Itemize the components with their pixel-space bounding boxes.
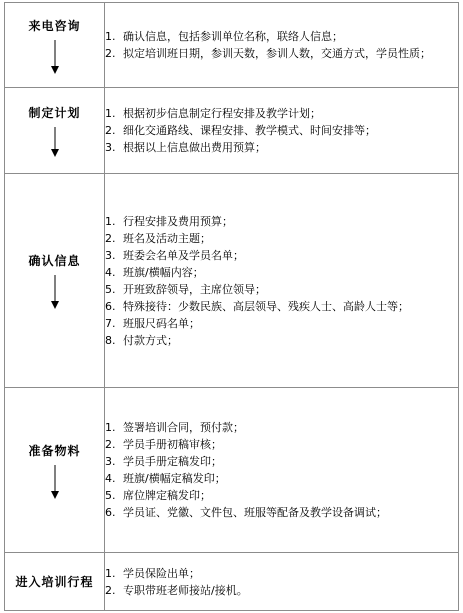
item-text: 签署培训合同，预付款； <box>123 421 244 434</box>
list-item <box>105 248 458 263</box>
item-number: 4. <box>105 265 116 279</box>
item-text: 班名及活动主题； <box>123 231 211 245</box>
stage-row <box>5 3 459 88</box>
item-number: 1. <box>105 107 116 120</box>
list-item <box>105 333 458 348</box>
list-item <box>105 214 458 229</box>
item-text: 确认信息，包括参训单位名称，联络人信息； <box>123 30 343 43</box>
item-text: 专职带班老师接站/接机。 <box>123 583 248 597</box>
stage-cell <box>5 174 105 388</box>
item-text: 学员保险出单； <box>123 566 200 580</box>
stage-details <box>105 388 459 553</box>
stage-details <box>105 88 459 174</box>
item-text: 班服尺码名单； <box>123 316 200 330</box>
list-item <box>105 282 458 297</box>
list-item <box>105 299 458 314</box>
stage-cell <box>5 3 105 88</box>
item-number: 1. <box>105 421 116 434</box>
list-item <box>105 454 458 469</box>
stage-row <box>5 388 459 553</box>
list-item <box>105 488 458 503</box>
item-number: 3. <box>105 141 116 154</box>
item-number: 2. <box>105 47 116 60</box>
list-item <box>105 46 458 61</box>
item-text: 根据以上信息做出费用预算； <box>123 141 266 154</box>
down-arrow-icon <box>50 127 60 157</box>
stage-row <box>5 553 459 611</box>
item-text: 行程安排及费用预算； <box>123 214 233 228</box>
item-text: 席位牌定稿发印； <box>123 489 211 502</box>
stage-cell <box>5 553 105 611</box>
list-item <box>105 265 458 280</box>
item-number: 7. <box>105 316 116 330</box>
item-number: 2. <box>105 583 116 597</box>
stage-title: 进入培训行程 <box>15 575 94 589</box>
list-item <box>105 437 458 452</box>
list-item <box>105 471 458 486</box>
item-text: 付款方式； <box>123 333 178 347</box>
list-item <box>105 583 458 598</box>
list-item <box>105 566 458 581</box>
item-number: 5. <box>105 282 116 296</box>
item-number: 6. <box>105 506 116 519</box>
down-arrow-icon <box>50 465 60 499</box>
list-item <box>105 106 458 121</box>
stage-details <box>105 3 459 88</box>
item-text: 班旗/横幅内容； <box>123 265 204 279</box>
list-item <box>105 231 458 246</box>
item-text: 学员证、党徽、文件包、班服等配备及教学设备调试； <box>123 506 387 519</box>
down-arrow-icon <box>50 275 60 309</box>
item-number: 1. <box>105 214 116 228</box>
down-arrow-icon <box>50 40 60 74</box>
item-text: 学员手册定稿发印； <box>123 455 222 468</box>
item-number: 4. <box>105 472 116 485</box>
list-item <box>105 316 458 331</box>
stage-title: 准备物料 <box>28 443 81 458</box>
item-text: 细化交通路线、课程安排、教学模式、时间安排等； <box>123 124 376 137</box>
item-text: 拟定培训班日期，参训天数，参训人数，交通方式，学员性质； <box>123 47 431 60</box>
item-number: 3. <box>105 455 116 468</box>
item-text: 班委会名单及学员名单； <box>123 248 244 262</box>
item-number: 3. <box>105 248 116 262</box>
item-number: 2. <box>105 438 116 451</box>
item-number: 2. <box>105 231 116 245</box>
item-number: 1. <box>105 30 116 43</box>
item-text: 班旗/横幅定稿发印； <box>123 472 226 485</box>
item-text: 特殊接待：少数民族、高层领导、残疾人士、高龄人士等； <box>123 299 409 313</box>
item-number: 5. <box>105 489 116 502</box>
item-number: 1. <box>105 566 116 580</box>
stage-title: 来电咨询 <box>28 18 81 33</box>
item-number: 6. <box>105 299 116 313</box>
item-number: 8. <box>105 333 116 347</box>
stage-row <box>5 88 459 174</box>
item-text: 学员手册初稿审核； <box>123 438 222 451</box>
stage-title: 制定计划 <box>28 106 81 120</box>
item-text: 根据初步信息制定行程安排及教学计划； <box>123 107 321 120</box>
process-table <box>4 2 459 611</box>
list-item <box>105 505 458 520</box>
stage-row <box>5 174 459 388</box>
stage-title: 确认信息 <box>28 254 81 268</box>
list-item <box>105 29 458 44</box>
list-item <box>105 420 458 435</box>
stage-details <box>105 553 459 611</box>
stage-cell <box>5 388 105 553</box>
item-number: 2. <box>105 124 116 137</box>
item-text: 开班致辞领导，主席位领导； <box>123 282 266 296</box>
stage-cell <box>5 88 105 174</box>
list-item <box>105 140 458 155</box>
list-item <box>105 123 458 138</box>
stage-details <box>105 174 459 388</box>
